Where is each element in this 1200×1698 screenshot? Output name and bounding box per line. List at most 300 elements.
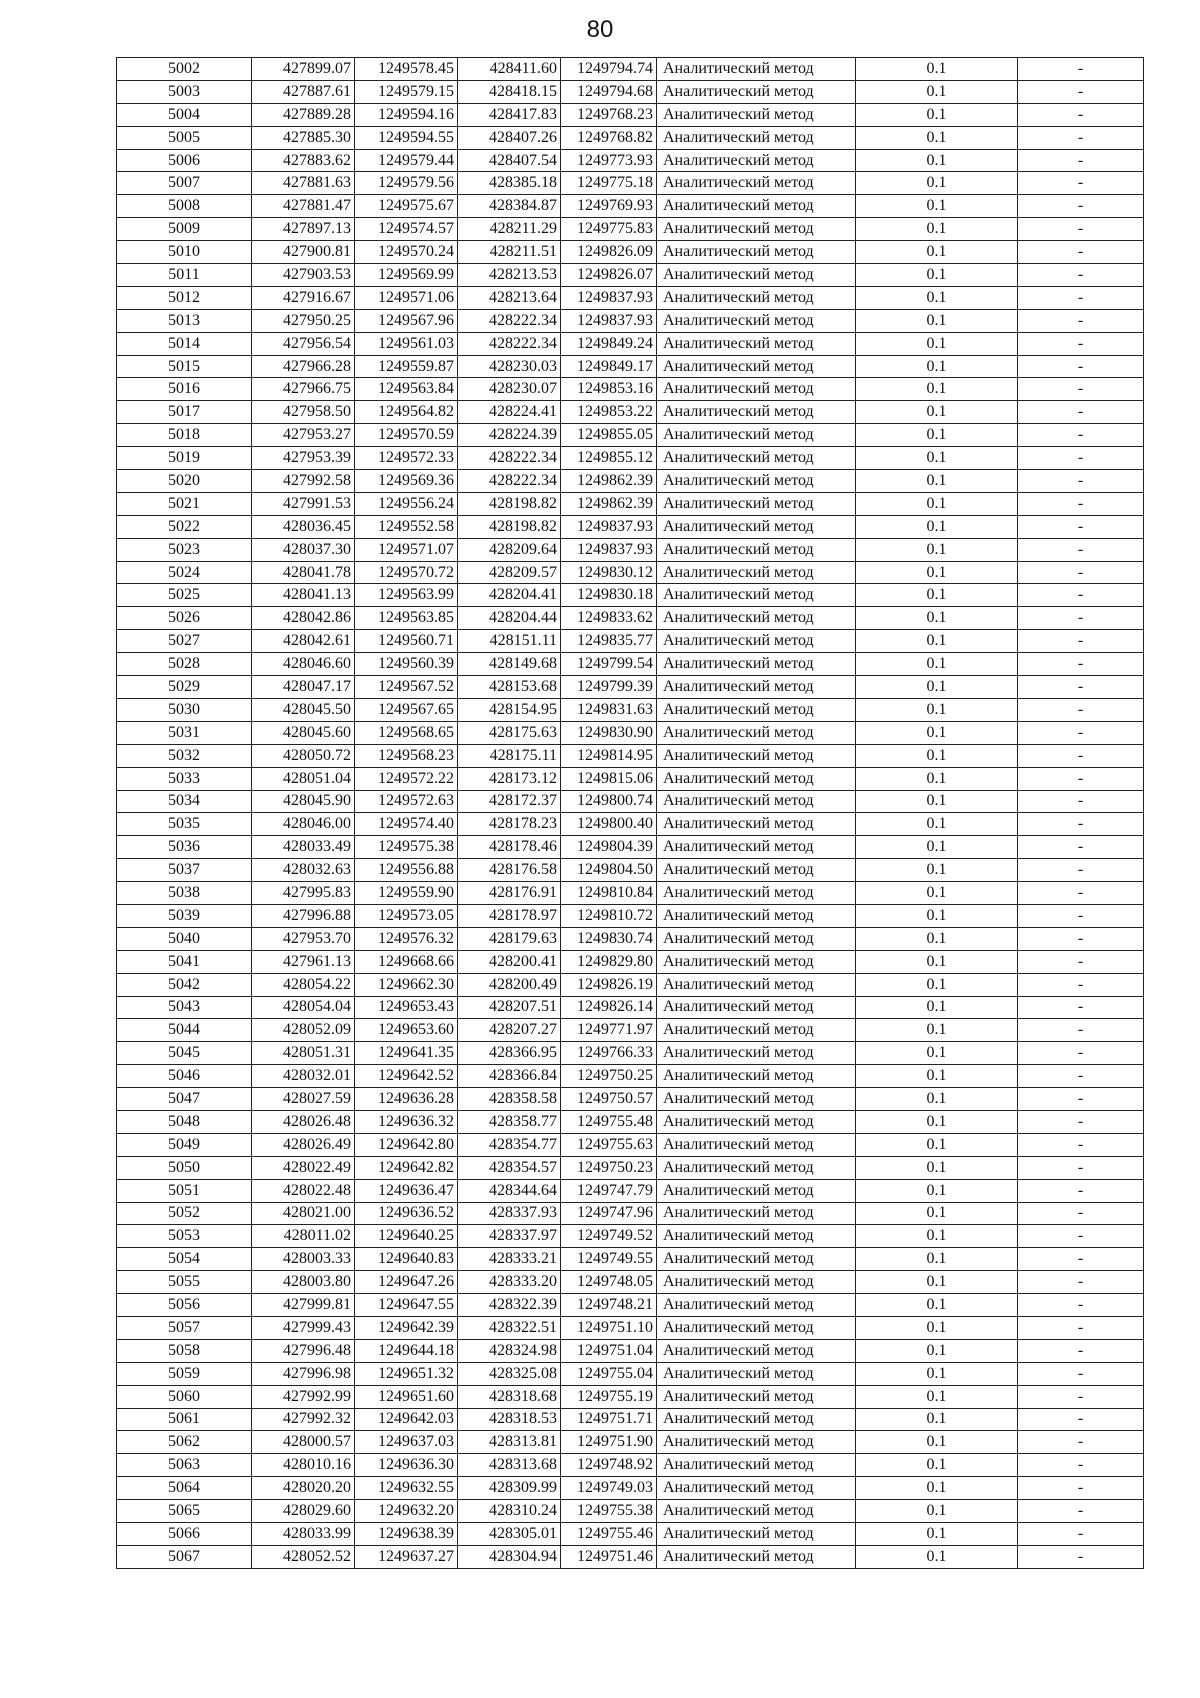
- x1-cell: 427889.28: [252, 103, 355, 126]
- note-cell: -: [1018, 1019, 1144, 1042]
- y1-cell: 1249640.83: [355, 1248, 458, 1271]
- y1-cell: 1249576.32: [355, 927, 458, 950]
- table-row: [117, 1545, 1144, 1568]
- point-id-cell: 5032: [117, 744, 252, 767]
- point-id-cell: 5054: [117, 1248, 252, 1271]
- method-cell: Аналитический метод: [657, 630, 856, 653]
- x2-cell: 428322.51: [458, 1316, 561, 1339]
- accuracy-cell: 0.1: [856, 1202, 1018, 1225]
- point-id-cell: 5053: [117, 1225, 252, 1248]
- x1-cell: 427899.07: [252, 58, 355, 81]
- note-cell: -: [1018, 470, 1144, 493]
- y2-cell: 1249749.52: [561, 1225, 657, 1248]
- x2-cell: 428200.41: [458, 950, 561, 973]
- x1-cell: 427953.27: [252, 424, 355, 447]
- accuracy-cell: 0.1: [856, 515, 1018, 538]
- x1-cell: 428020.20: [252, 1477, 355, 1500]
- y2-cell: 1249830.74: [561, 927, 657, 950]
- y2-cell: 1249829.80: [561, 950, 657, 973]
- table-row: [117, 470, 1144, 493]
- table-row: [117, 241, 1144, 264]
- table-row: [117, 1385, 1144, 1408]
- y1-cell: 1249573.05: [355, 904, 458, 927]
- x1-cell: 428022.49: [252, 1156, 355, 1179]
- y2-cell: 1249853.22: [561, 401, 657, 424]
- method-cell: Аналитический метод: [657, 492, 856, 515]
- x2-cell: 428213.53: [458, 264, 561, 287]
- point-id-cell: 5039: [117, 904, 252, 927]
- note-cell: -: [1018, 904, 1144, 927]
- x2-cell: 428304.94: [458, 1545, 561, 1568]
- x1-cell: 427916.67: [252, 286, 355, 309]
- table-row: [117, 630, 1144, 653]
- x2-cell: 428322.39: [458, 1294, 561, 1317]
- point-id-cell: 5035: [117, 813, 252, 836]
- point-id-cell: 5037: [117, 859, 252, 882]
- y1-cell: 1249644.18: [355, 1339, 458, 1362]
- note-cell: -: [1018, 1156, 1144, 1179]
- x2-cell: 428230.07: [458, 378, 561, 401]
- x2-cell: 428213.64: [458, 286, 561, 309]
- accuracy-cell: 0.1: [856, 1523, 1018, 1546]
- y2-cell: 1249800.74: [561, 790, 657, 813]
- y2-cell: 1249755.04: [561, 1362, 657, 1385]
- method-cell: Аналитический метод: [657, 378, 856, 401]
- point-id-cell: 5004: [117, 103, 252, 126]
- note-cell: -: [1018, 1385, 1144, 1408]
- method-cell: Аналитический метод: [657, 355, 856, 378]
- accuracy-cell: 0.1: [856, 1019, 1018, 1042]
- point-id-cell: 5047: [117, 1088, 252, 1111]
- note-cell: -: [1018, 218, 1144, 241]
- note-cell: -: [1018, 1065, 1144, 1088]
- y1-cell: 1249563.85: [355, 607, 458, 630]
- y2-cell: 1249766.33: [561, 1042, 657, 1065]
- x1-cell: 428032.63: [252, 859, 355, 882]
- accuracy-cell: 0.1: [856, 1362, 1018, 1385]
- method-cell: Аналитический метод: [657, 1523, 856, 1546]
- method-cell: Аналитический метод: [657, 1431, 856, 1454]
- y2-cell: 1249830.90: [561, 721, 657, 744]
- point-id-cell: 5034: [117, 790, 252, 813]
- y1-cell: 1249578.45: [355, 58, 458, 81]
- x1-cell: 428027.59: [252, 1088, 355, 1111]
- method-cell: Аналитический метод: [657, 1202, 856, 1225]
- accuracy-cell: 0.1: [856, 1294, 1018, 1317]
- x2-cell: 428211.29: [458, 218, 561, 241]
- x1-cell: 427881.63: [252, 172, 355, 195]
- y1-cell: 1249642.80: [355, 1133, 458, 1156]
- note-cell: -: [1018, 172, 1144, 195]
- accuracy-cell: 0.1: [856, 744, 1018, 767]
- y2-cell: 1249826.19: [561, 973, 657, 996]
- accuracy-cell: 0.1: [856, 149, 1018, 172]
- x1-cell: 427883.62: [252, 149, 355, 172]
- point-id-cell: 5033: [117, 767, 252, 790]
- y2-cell: 1249849.24: [561, 332, 657, 355]
- x1-cell: 427992.32: [252, 1408, 355, 1431]
- accuracy-cell: 0.1: [856, 950, 1018, 973]
- y1-cell: 1249579.44: [355, 149, 458, 172]
- y2-cell: 1249755.48: [561, 1110, 657, 1133]
- x2-cell: 428366.84: [458, 1065, 561, 1088]
- table-row: [117, 538, 1144, 561]
- point-id-cell: 5020: [117, 470, 252, 493]
- note-cell: -: [1018, 309, 1144, 332]
- accuracy-cell: 0.1: [856, 538, 1018, 561]
- y1-cell: 1249569.99: [355, 264, 458, 287]
- point-id-cell: 5057: [117, 1316, 252, 1339]
- note-cell: -: [1018, 1110, 1144, 1133]
- accuracy-cell: 0.1: [856, 1065, 1018, 1088]
- x2-cell: 428318.68: [458, 1385, 561, 1408]
- x2-cell: 428176.58: [458, 859, 561, 882]
- x2-cell: 428354.77: [458, 1133, 561, 1156]
- accuracy-cell: 0.1: [856, 996, 1018, 1019]
- accuracy-cell: 0.1: [856, 1042, 1018, 1065]
- note-cell: -: [1018, 767, 1144, 790]
- accuracy-cell: 0.1: [856, 58, 1018, 81]
- y2-cell: 1249855.05: [561, 424, 657, 447]
- y1-cell: 1249642.52: [355, 1065, 458, 1088]
- x2-cell: 428178.97: [458, 904, 561, 927]
- method-cell: Аналитический метод: [657, 103, 856, 126]
- accuracy-cell: 0.1: [856, 1133, 1018, 1156]
- method-cell: Аналитический метод: [657, 309, 856, 332]
- table-row: [117, 355, 1144, 378]
- note-cell: -: [1018, 630, 1144, 653]
- point-id-cell: 5038: [117, 882, 252, 905]
- x2-cell: 428224.41: [458, 401, 561, 424]
- y1-cell: 1249575.67: [355, 195, 458, 218]
- y2-cell: 1249826.07: [561, 264, 657, 287]
- table-row: [117, 218, 1144, 241]
- accuracy-cell: 0.1: [856, 1316, 1018, 1339]
- x2-cell: 428176.91: [458, 882, 561, 905]
- y1-cell: 1249556.88: [355, 859, 458, 882]
- x1-cell: 427885.30: [252, 126, 355, 149]
- method-cell: Аналитический метод: [657, 1294, 856, 1317]
- y2-cell: 1249837.93: [561, 309, 657, 332]
- point-id-cell: 5018: [117, 424, 252, 447]
- x2-cell: 428318.53: [458, 1408, 561, 1431]
- table-row: [117, 492, 1144, 515]
- accuracy-cell: 0.1: [856, 904, 1018, 927]
- x2-cell: 428224.39: [458, 424, 561, 447]
- y1-cell: 1249568.23: [355, 744, 458, 767]
- note-cell: -: [1018, 332, 1144, 355]
- point-id-cell: 5022: [117, 515, 252, 538]
- y2-cell: 1249830.18: [561, 584, 657, 607]
- x1-cell: 428032.01: [252, 1065, 355, 1088]
- x1-cell: 428046.60: [252, 653, 355, 676]
- y1-cell: 1249642.03: [355, 1408, 458, 1431]
- table-row: [117, 1294, 1144, 1317]
- x1-cell: 427995.83: [252, 882, 355, 905]
- accuracy-cell: 0.1: [856, 882, 1018, 905]
- y2-cell: 1249799.54: [561, 653, 657, 676]
- method-cell: Аналитический метод: [657, 195, 856, 218]
- x1-cell: 427881.47: [252, 195, 355, 218]
- method-cell: Аналитический метод: [657, 996, 856, 1019]
- note-cell: -: [1018, 149, 1144, 172]
- y2-cell: 1249837.93: [561, 286, 657, 309]
- x2-cell: 428211.51: [458, 241, 561, 264]
- y1-cell: 1249559.87: [355, 355, 458, 378]
- x2-cell: 428411.60: [458, 58, 561, 81]
- note-cell: -: [1018, 1545, 1144, 1568]
- x2-cell: 428153.68: [458, 676, 561, 699]
- accuracy-cell: 0.1: [856, 836, 1018, 859]
- y1-cell: 1249567.65: [355, 698, 458, 721]
- y2-cell: 1249810.84: [561, 882, 657, 905]
- y2-cell: 1249750.23: [561, 1156, 657, 1179]
- method-cell: Аналитический метод: [657, 286, 856, 309]
- accuracy-cell: 0.1: [856, 813, 1018, 836]
- accuracy-cell: 0.1: [856, 126, 1018, 149]
- accuracy-cell: 0.1: [856, 309, 1018, 332]
- x2-cell: 428178.23: [458, 813, 561, 836]
- note-cell: -: [1018, 859, 1144, 882]
- point-id-cell: 5044: [117, 1019, 252, 1042]
- accuracy-cell: 0.1: [856, 1500, 1018, 1523]
- y2-cell: 1249751.71: [561, 1408, 657, 1431]
- x1-cell: 427991.53: [252, 492, 355, 515]
- note-cell: -: [1018, 1500, 1144, 1523]
- note-cell: -: [1018, 1133, 1144, 1156]
- note-cell: -: [1018, 1523, 1144, 1546]
- accuracy-cell: 0.1: [856, 1477, 1018, 1500]
- y1-cell: 1249572.33: [355, 447, 458, 470]
- table-row: [117, 1225, 1144, 1248]
- note-cell: -: [1018, 1248, 1144, 1271]
- point-id-cell: 5017: [117, 401, 252, 424]
- note-cell: -: [1018, 996, 1144, 1019]
- x1-cell: 428041.78: [252, 561, 355, 584]
- y1-cell: 1249574.57: [355, 218, 458, 241]
- table-row: [117, 286, 1144, 309]
- x1-cell: 428045.90: [252, 790, 355, 813]
- method-cell: Аналитический метод: [657, 1454, 856, 1477]
- y1-cell: 1249575.38: [355, 836, 458, 859]
- x2-cell: 428151.11: [458, 630, 561, 653]
- y1-cell: 1249563.84: [355, 378, 458, 401]
- x2-cell: 428149.68: [458, 653, 561, 676]
- y2-cell: 1249771.97: [561, 1019, 657, 1042]
- accuracy-cell: 0.1: [856, 264, 1018, 287]
- accuracy-cell: 0.1: [856, 286, 1018, 309]
- accuracy-cell: 0.1: [856, 973, 1018, 996]
- point-id-cell: 5010: [117, 241, 252, 264]
- x1-cell: 427996.48: [252, 1339, 355, 1362]
- method-cell: Аналитический метод: [657, 927, 856, 950]
- x1-cell: 428021.00: [252, 1202, 355, 1225]
- y2-cell: 1249837.93: [561, 538, 657, 561]
- x2-cell: 428324.98: [458, 1339, 561, 1362]
- note-cell: -: [1018, 1202, 1144, 1225]
- method-cell: Аналитический метод: [657, 1019, 856, 1042]
- y2-cell: 1249755.19: [561, 1385, 657, 1408]
- x1-cell: 428054.04: [252, 996, 355, 1019]
- point-id-cell: 5006: [117, 149, 252, 172]
- y2-cell: 1249775.18: [561, 172, 657, 195]
- method-cell: Аналитический метод: [657, 1248, 856, 1271]
- accuracy-cell: 0.1: [856, 470, 1018, 493]
- x1-cell: 428051.04: [252, 767, 355, 790]
- y2-cell: 1249810.72: [561, 904, 657, 927]
- x1-cell: 427992.58: [252, 470, 355, 493]
- x2-cell: 428209.64: [458, 538, 561, 561]
- y2-cell: 1249750.57: [561, 1088, 657, 1111]
- y1-cell: 1249636.32: [355, 1110, 458, 1133]
- table-row: [117, 607, 1144, 630]
- table-row: [117, 584, 1144, 607]
- accuracy-cell: 0.1: [856, 1431, 1018, 1454]
- point-id-cell: 5016: [117, 378, 252, 401]
- method-cell: Аналитический метод: [657, 767, 856, 790]
- point-id-cell: 5036: [117, 836, 252, 859]
- method-cell: Аналитический метод: [657, 470, 856, 493]
- x2-cell: 428344.64: [458, 1179, 561, 1202]
- point-id-cell: 5040: [117, 927, 252, 950]
- point-id-cell: 5059: [117, 1362, 252, 1385]
- x2-cell: 428222.34: [458, 470, 561, 493]
- x2-cell: 428222.34: [458, 447, 561, 470]
- x2-cell: 428313.68: [458, 1454, 561, 1477]
- table-row: [117, 950, 1144, 973]
- method-cell: Аналитический метод: [657, 1133, 856, 1156]
- table-row: [117, 882, 1144, 905]
- method-cell: Аналитический метод: [657, 332, 856, 355]
- y2-cell: 1249862.39: [561, 470, 657, 493]
- accuracy-cell: 0.1: [856, 1339, 1018, 1362]
- point-id-cell: 5055: [117, 1271, 252, 1294]
- x2-cell: 428198.82: [458, 492, 561, 515]
- x2-cell: 428200.49: [458, 973, 561, 996]
- y2-cell: 1249814.95: [561, 744, 657, 767]
- y1-cell: 1249641.35: [355, 1042, 458, 1065]
- accuracy-cell: 0.1: [856, 1179, 1018, 1202]
- table-row: [117, 1500, 1144, 1523]
- x1-cell: 428029.60: [252, 1500, 355, 1523]
- table-row: [117, 401, 1144, 424]
- accuracy-cell: 0.1: [856, 378, 1018, 401]
- y1-cell: 1249570.72: [355, 561, 458, 584]
- method-cell: Аналитический метод: [657, 744, 856, 767]
- table-row: [117, 1133, 1144, 1156]
- y2-cell: 1249835.77: [561, 630, 657, 653]
- y2-cell: 1249747.79: [561, 1179, 657, 1202]
- method-cell: Аналитический метод: [657, 218, 856, 241]
- accuracy-cell: 0.1: [856, 195, 1018, 218]
- table-row: [117, 172, 1144, 195]
- point-id-cell: 5021: [117, 492, 252, 515]
- y1-cell: 1249653.43: [355, 996, 458, 1019]
- note-cell: -: [1018, 1454, 1144, 1477]
- method-cell: Аналитический метод: [657, 584, 856, 607]
- y1-cell: 1249567.96: [355, 309, 458, 332]
- y2-cell: 1249837.93: [561, 515, 657, 538]
- y1-cell: 1249636.30: [355, 1454, 458, 1477]
- note-cell: -: [1018, 1271, 1144, 1294]
- method-cell: Аналитический метод: [657, 1385, 856, 1408]
- x2-cell: 428337.93: [458, 1202, 561, 1225]
- table-row: [117, 676, 1144, 699]
- y2-cell: 1249748.21: [561, 1294, 657, 1317]
- y2-cell: 1249775.83: [561, 218, 657, 241]
- x2-cell: 428204.44: [458, 607, 561, 630]
- method-cell: Аналитический метод: [657, 790, 856, 813]
- x1-cell: 427966.28: [252, 355, 355, 378]
- x1-cell: 427996.98: [252, 1362, 355, 1385]
- x2-cell: 428175.63: [458, 721, 561, 744]
- method-cell: Аналитический метод: [657, 58, 856, 81]
- method-cell: Аналитический метод: [657, 1477, 856, 1500]
- accuracy-cell: 0.1: [856, 927, 1018, 950]
- table-row: [117, 1362, 1144, 1385]
- accuracy-cell: 0.1: [856, 721, 1018, 744]
- accuracy-cell: 0.1: [856, 80, 1018, 103]
- x2-cell: 428337.97: [458, 1225, 561, 1248]
- method-cell: Аналитический метод: [657, 950, 856, 973]
- accuracy-cell: 0.1: [856, 561, 1018, 584]
- accuracy-cell: 0.1: [856, 241, 1018, 264]
- y2-cell: 1249849.17: [561, 355, 657, 378]
- x2-cell: 428333.21: [458, 1248, 561, 1271]
- point-id-cell: 5048: [117, 1110, 252, 1133]
- method-cell: Аналитический метод: [657, 126, 856, 149]
- x1-cell: 428045.50: [252, 698, 355, 721]
- point-id-cell: 5011: [117, 264, 252, 287]
- point-id-cell: 5045: [117, 1042, 252, 1065]
- x1-cell: 427953.70: [252, 927, 355, 950]
- method-cell: Аналитический метод: [657, 80, 856, 103]
- point-id-cell: 5005: [117, 126, 252, 149]
- note-cell: -: [1018, 492, 1144, 515]
- note-cell: -: [1018, 401, 1144, 424]
- accuracy-cell: 0.1: [856, 1110, 1018, 1133]
- y1-cell: 1249567.52: [355, 676, 458, 699]
- y1-cell: 1249568.65: [355, 721, 458, 744]
- accuracy-cell: 0.1: [856, 1408, 1018, 1431]
- accuracy-cell: 0.1: [856, 401, 1018, 424]
- note-cell: -: [1018, 241, 1144, 264]
- note-cell: -: [1018, 1339, 1144, 1362]
- accuracy-cell: 0.1: [856, 1248, 1018, 1271]
- table-row: [117, 1065, 1144, 1088]
- table-row: [117, 836, 1144, 859]
- x1-cell: 428000.57: [252, 1431, 355, 1454]
- point-id-cell: 5007: [117, 172, 252, 195]
- note-cell: -: [1018, 80, 1144, 103]
- method-cell: Аналитический метод: [657, 561, 856, 584]
- accuracy-cell: 0.1: [856, 1088, 1018, 1111]
- note-cell: -: [1018, 698, 1144, 721]
- note-cell: -: [1018, 1477, 1144, 1500]
- y1-cell: 1249574.40: [355, 813, 458, 836]
- y1-cell: 1249570.59: [355, 424, 458, 447]
- point-id-cell: 5013: [117, 309, 252, 332]
- y2-cell: 1249833.62: [561, 607, 657, 630]
- method-cell: Аналитический метод: [657, 1500, 856, 1523]
- y2-cell: 1249750.25: [561, 1065, 657, 1088]
- y2-cell: 1249800.40: [561, 813, 657, 836]
- accuracy-cell: 0.1: [856, 1545, 1018, 1568]
- method-cell: Аналитический метод: [657, 241, 856, 264]
- y1-cell: 1249636.52: [355, 1202, 458, 1225]
- x2-cell: 428309.99: [458, 1477, 561, 1500]
- point-id-cell: 5023: [117, 538, 252, 561]
